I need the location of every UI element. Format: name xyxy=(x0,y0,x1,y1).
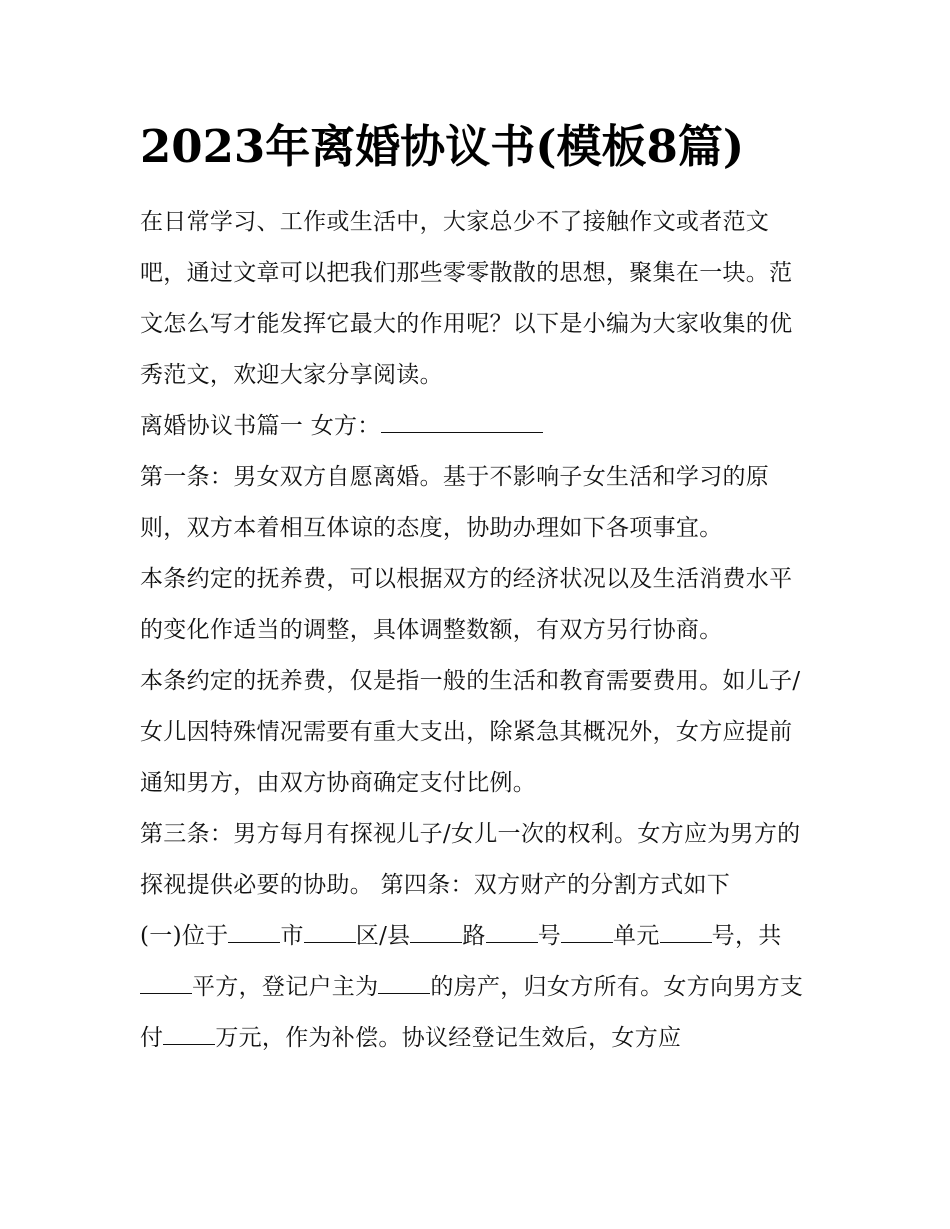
property-text: (一)位于 xyxy=(140,923,229,949)
property-text: 的房产，归女方所有。女方向男方支付 xyxy=(140,974,804,1051)
section-heading-paragraph xyxy=(140,401,812,452)
intro-paragraph: 在日常学习、工作或生活中，大家总少不了接触作文或者范文吧，通过文章可以把我们那些零零散散的思想，聚集在一块。范文怎么写才能发挥它最大的作用呢？以下是小编为大家收集的优秀范文，欢迎大家分享阅读。 xyxy=(140,209,793,388)
unit-blank xyxy=(561,922,613,943)
area-blank xyxy=(140,973,192,994)
property-text: 号，共 xyxy=(711,923,782,949)
district-blank xyxy=(304,922,356,943)
property-text: 万元，作为补偿。协议经登记生效后，女方应 xyxy=(215,1025,682,1051)
property-text: 平方，登记户主为 xyxy=(192,974,379,1000)
property-text: 单元 xyxy=(613,923,660,949)
owner-blank xyxy=(378,973,430,994)
property-text: 路 xyxy=(462,923,486,949)
number-blank xyxy=(486,922,538,943)
alimony-adjustment-paragraph: 本条约定的抚养费，可以根据双方的经济状况以及生活消费水平的变化作适当的调整，具体调整数额，有双方另行协商。 xyxy=(140,566,793,643)
clause-3-paragraph: 第三条：男方每月有探视儿子/女儿一次的权利。女方应为男方的探视提供必要的协助。 第四条：双方财产的分割方式如下 xyxy=(140,821,801,898)
property-paragraph xyxy=(140,911,812,1064)
city-blank xyxy=(228,922,280,943)
room-blank xyxy=(660,922,712,943)
document-body xyxy=(140,197,812,1064)
property-text: 市 xyxy=(280,923,304,949)
female-name-blank xyxy=(381,412,543,433)
property-text: 区/县 xyxy=(355,923,411,949)
clause-1-paragraph: 第一条：男女双方自愿离婚。基于不影响子女生活和学习的原则，双方本着相互体谅的态度，协助办理如下各项事宜。 xyxy=(140,464,770,541)
alimony-scope-paragraph: 本条约定的抚养费，仅是指一般的生活和教育需要费用。如儿子/女儿因特殊情况需要有重大支出，除紧急其概况外，女方应提前通知男方，由双方协商确定支付比例。 xyxy=(140,668,801,796)
road-blank xyxy=(410,922,462,943)
section-heading: 离婚协议书篇一 女方： xyxy=(140,413,381,439)
property-text: 号 xyxy=(537,923,562,949)
document-title: 2023年离婚协议书(模板8篇) xyxy=(140,120,745,173)
compensation-blank xyxy=(163,1024,215,1045)
